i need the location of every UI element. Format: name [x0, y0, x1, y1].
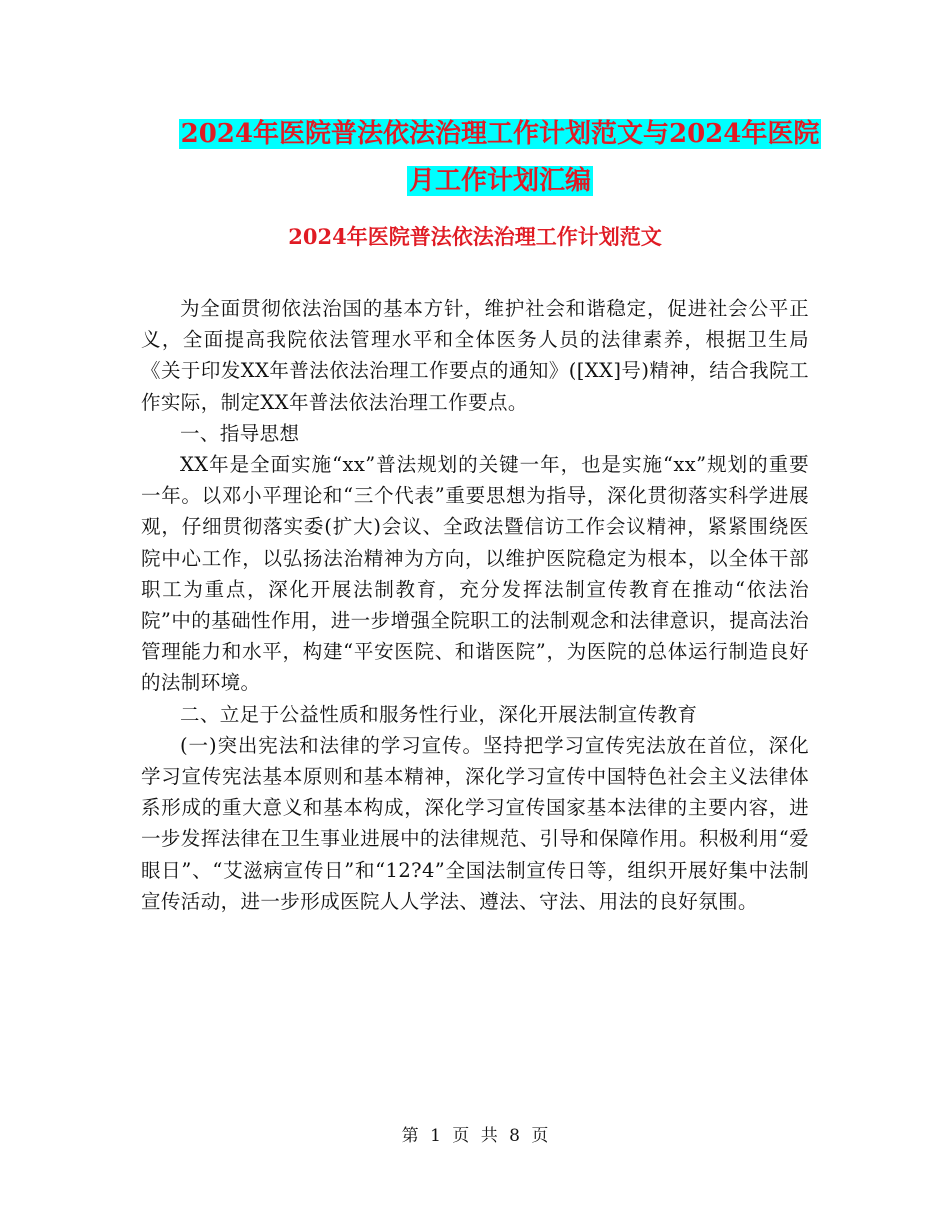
heading-legal-education: 二、立足于公益性质和服务性行业，深化开展法制宣传教育	[180, 702, 698, 726]
document-title-line-2: 月工作计划汇编	[408, 166, 591, 196]
section-title: 2024年医院普法依法治理工作计划范文	[288, 224, 662, 249]
page-footer: 第 1 页 共 8 页	[401, 1126, 549, 1146]
document-title	[120, 111, 880, 205]
paragraph-intro: 为全面贯彻依法治国的基本方针，维护社会和谐稳定，促进社会公平正义，全面提高我院依法管理水平和全体医务人员的法律素养，根据卫生局《关于印发XX年普法依法治理工作要点的通知》([XX]号)精神，结合我院工作实际，制定XX年普法依法治理工作要点。	[141, 297, 809, 414]
document-body	[141, 293, 809, 917]
paragraph-guiding-ideology: XX年是全面实施“xx”普法规划的关键一年，也是实施“xx”规划的重要一年。以邓小平理论和“三个代表”重要思想为指导，深化贯彻落实科学进展观，仔细贯彻落实委(扩大)会议、全政法暨信访工作会议精神，紧紧围绕医院中心工作，以弘扬法治精神为方向，以维护医院稳定为根本，以全体干部职工为重点，深化开展法制教育，充分发挥法制宣传教育在推动“依法治院”中的基础性作用，进一步增强全院职工的法制观念和法律意识，提高法治管理能力和水平，构建“平安医院、和谐医院”，为医院的总体运行制造良好的法制环境。	[141, 453, 809, 695]
document-title-line-1: 2024年医院普法依法治理工作计划范文与2024年医院	[180, 119, 820, 149]
heading-guiding-ideology: 一、指导思想	[180, 421, 300, 445]
paragraph-constitution-study: (一)突出宪法和法律的学习宣传。坚持把学习宣传宪法放在首位，深化学习宣传宪法基本原则和基本精神，深化学习宣传中国特色社会主义法律体系形成的重大意义和基本构成，深化学习宣传国家基本法律的主要内容，进一步发挥法律在卫生事业进展中的法律规范、引导和保障作用。积极利用“爱眼日”、“艾滋病宣传日”和“12?4”全国法制宣传日等，组织开展好集中法制宣传活动，进一步形成医院人人学法、遵法、守法、用法的良好氛围。	[141, 733, 809, 913]
